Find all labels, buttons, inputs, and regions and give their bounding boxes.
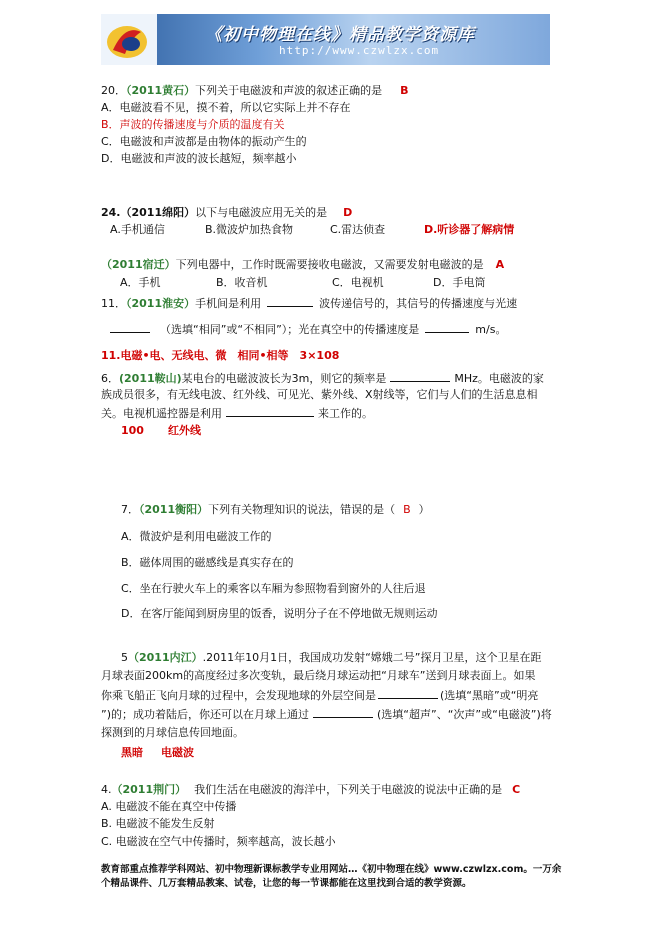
footer-line-1: 教育部重点推荐学科网站、初中物理新课标教学专业用网站…《初中物理在线》www.czwlzx.com。一万余 bbox=[101, 864, 562, 875]
q11-line1: 11．（2011淮安）手机间是利用 波传递信号的，其信号的传播速度与光速 bbox=[101, 297, 518, 310]
logo-icon bbox=[101, 14, 157, 65]
q20-answer: B bbox=[400, 84, 409, 97]
q5-answer: 黑暗 电磁波 bbox=[121, 746, 194, 759]
q7-option-a: A．微波炉是利用电磁波工作的 bbox=[121, 530, 272, 543]
q4-source: （2011荆门） bbox=[111, 783, 187, 796]
q11-source: （2011淮安） bbox=[126, 297, 196, 310]
q24-source: （2011绵阳） bbox=[120, 206, 196, 219]
q5-blank-2 bbox=[313, 707, 373, 718]
qsq-option-b: B．收音机 bbox=[216, 276, 268, 289]
qsq-option-c: C．电视机 bbox=[332, 276, 384, 289]
q7-stem: 7．（2011衡阳）下列有关物理知识的说法，错误的是（ B ） bbox=[121, 503, 430, 516]
qsq-option-d: D．手电筒 bbox=[433, 276, 486, 289]
qsq-option-a: A．手机 bbox=[120, 276, 161, 289]
q6-answer: 100 红外线 bbox=[121, 424, 201, 437]
q11-blank-1 bbox=[267, 296, 313, 307]
q11-line2: （选填“相同”或“不相同”）；光在真空中的传播速度是 m/s。 bbox=[110, 322, 506, 336]
q5-line5: 探测到的月球信息传回地面。 bbox=[101, 726, 244, 739]
q24-answer: D bbox=[343, 206, 353, 219]
q20-source: （2011黄石） bbox=[126, 84, 196, 97]
q7-source: （2011衡阳） bbox=[139, 503, 209, 516]
q7-option-b: B．磁体周围的磁感线是真实存在的 bbox=[121, 556, 294, 569]
q6-line2: 族成员很多，有无线电波、红外线、可见光、紫外线、X射线等，它们与人们的生活息息相 bbox=[101, 388, 538, 401]
q6-source: (2011鞍山) bbox=[119, 372, 182, 385]
q24-stem: 24.（2011绵阳）以下与电磁波应用无关的是 D bbox=[101, 206, 353, 219]
q4-answer: C bbox=[512, 783, 521, 796]
q6-blank-2 bbox=[226, 406, 314, 417]
qsq-answer: A bbox=[495, 258, 505, 271]
q6-line3: 关。电视机遥控器是利用 来工作的。 bbox=[101, 407, 373, 420]
q24-options bbox=[110, 223, 540, 236]
q7-answer: B bbox=[403, 503, 411, 516]
q11-blank-3 bbox=[425, 322, 469, 333]
q20-option-b: B．声波的传播速度与介质的温度有关 bbox=[101, 118, 285, 131]
q20-stem: 20．（2011黄石）下列关于电磁波和声波的叙述正确的是 B bbox=[101, 84, 409, 97]
q4-option-a: A. 电磁波不能在真空中传播 bbox=[101, 800, 237, 813]
q4-option-b: B. 电磁波不能发生反射 bbox=[101, 817, 215, 830]
q20-option-a: A．电磁波看不见，摸不着，所以它实际上并不存在 bbox=[101, 101, 351, 114]
q5-line1: 5（2011内江）.2011年10月1日，我国成功发射“嫦娥二号”探月卫星，这个卫星在距 bbox=[121, 651, 542, 664]
q24-option-a: A.手机通信 bbox=[110, 223, 165, 236]
q7-option-c: C．坐在行驶火车上的乘客以车厢为参照物看到窗外的人往后退 bbox=[121, 582, 426, 595]
q11-blank-2 bbox=[110, 322, 150, 333]
banner-title: 《初中物理在线》精品教学资源库 bbox=[205, 25, 475, 45]
logo bbox=[101, 14, 157, 65]
q20-option-c: C．电磁波和声波都是由物体的振动产生的 bbox=[101, 135, 307, 148]
q24-option-d: D.听诊器了解病情 bbox=[424, 223, 515, 236]
qsq-stem: （2011宿迁）下列电器中，工作时既需要接收电磁波，又需要发射电磁波的是 A bbox=[101, 258, 505, 271]
q20-option-d: D．电磁波和声波的波长越短，频率越小 bbox=[101, 152, 297, 165]
qsq-options bbox=[120, 276, 520, 289]
q4-stem: 4.（2011荆门） 我们生活在电磁波的海洋中，下列关于电磁波的说法中正确的是 C bbox=[101, 783, 521, 796]
q5-blank-1 bbox=[378, 688, 438, 699]
q6-line1: 6．(2011鞍山)某电台的电磁波波长为3m，则它的频率是 MHz。电磁波的家 bbox=[101, 372, 544, 385]
banner-url[interactable]: http://www.czwlzx.com bbox=[279, 44, 440, 57]
q24-option-b: B.微波炉加热食物 bbox=[205, 223, 294, 236]
footer-line-2: 个精品课件、几万套精品教案、试卷，让您的每一节课都能在这里找到合适的教学资源。 bbox=[101, 878, 472, 889]
q5-line3: 你乘飞船正飞向月球的过程中，会发现地球的外层空间是 (选填“黑暗”或“明亮 bbox=[101, 689, 539, 702]
q5-line4: ”)的；成功着陆后，你还可以在月球上通过 (选填“超声”、“次声”或“电磁波”)将 bbox=[101, 708, 552, 721]
qsq-source: （2011宿迁） bbox=[101, 258, 176, 271]
q4-option-c: C. 电磁波在空气中传播时，频率越高，波长越小 bbox=[101, 835, 336, 848]
q5-source: （2011内江） bbox=[128, 651, 203, 664]
q6-blank-1 bbox=[390, 371, 450, 382]
q5-line2: 月球表面200km的高度经过多次变轨，最后绕月球运动把“月球车”送到月球表面上。如果 bbox=[101, 669, 536, 682]
q7-option-d: D．在客厅能闻到厨房里的饭香，说明分子在不停地做无规则运动 bbox=[121, 607, 438, 620]
q24-option-c: C.雷达侦查 bbox=[330, 223, 386, 236]
header-banner bbox=[101, 14, 550, 65]
q11-answer: 11.电磁•电、无线电、微 相同•相等 3×108 bbox=[101, 349, 340, 362]
